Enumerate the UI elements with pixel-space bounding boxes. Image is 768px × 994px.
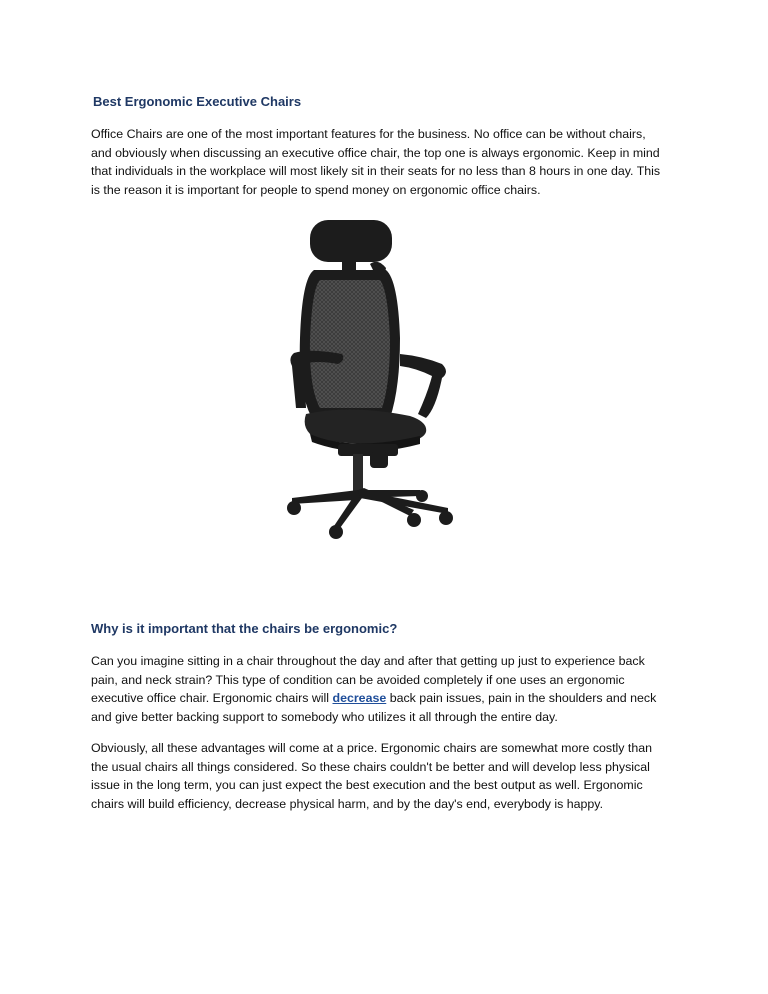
chair-base bbox=[292, 490, 358, 504]
office-chair-image bbox=[250, 208, 510, 548]
gas-lift bbox=[353, 454, 363, 494]
text-line: Can you imagine sitting in a chair throughout the day and after that getting up just to experience back bbox=[91, 654, 645, 668]
caster bbox=[407, 513, 421, 527]
text-line: chairs will build efficiency, decrease physical harm, and by the day's end, everybody is happy. bbox=[91, 796, 604, 811]
text-line: issue in the long term, you can just expect the best execution and the best output as well. Ergonomic bbox=[91, 778, 643, 793]
decrease-link[interactable]: decrease bbox=[332, 691, 387, 706]
text-line: Obviously, all these advantages will come at a price. Ergonomic chairs are somewhat more costly than bbox=[91, 741, 653, 755]
text-fragment: back pain issues, pain in the shoulders and neck bbox=[386, 691, 657, 706]
text-line: and obviously when discussing an executive office chair, the top one is always ergonomic. Keep in mind bbox=[91, 145, 660, 160]
text-line bbox=[91, 689, 691, 708]
document-title: Best Ergonomic Executive Chairs bbox=[93, 94, 302, 109]
text-line: that individuals in the workplace will most likely sit in their seats for no less than 8 hours in one day. This bbox=[91, 164, 661, 179]
price-paragraph bbox=[91, 739, 691, 813]
caster bbox=[329, 525, 343, 539]
caster bbox=[287, 501, 301, 515]
text-fragment: executive office chair. Ergonomic chairs will bbox=[91, 691, 333, 706]
text-line: is the reason it is important for people to spend money on ergonomic office chairs. bbox=[91, 182, 541, 197]
caster bbox=[439, 511, 453, 525]
right-armrest bbox=[400, 354, 446, 418]
headrest bbox=[310, 220, 392, 262]
section-heading: Why is it important that the chairs be ergonomic? bbox=[91, 621, 398, 636]
text-line: pain, and neck strain? This type of condition can be avoided completely if one uses an ergonomic bbox=[91, 672, 625, 687]
text-line: Office Chairs are one of the most important features for the business. No office can be without chairs, bbox=[91, 127, 646, 141]
intro-paragraph bbox=[91, 125, 691, 199]
text-line: and give better backing support to somebody who utilizes it all through the entire day. bbox=[91, 709, 558, 724]
text-line: the usual chairs all things considered. So these chairs couldn't be better and will develop less physical bbox=[91, 759, 650, 774]
ergonomic-paragraph bbox=[91, 652, 691, 726]
caster bbox=[416, 490, 428, 502]
